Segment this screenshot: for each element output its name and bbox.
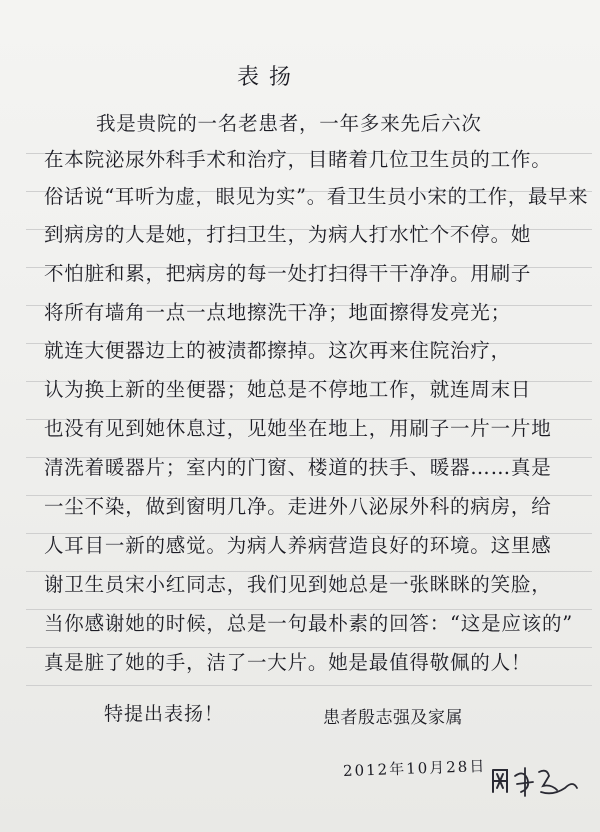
- letter-line: 也没有见到她休息过，见她坐在地上，用刷子一片一片地: [44, 417, 552, 440]
- letter-line: 一尘不染，做到窗明几净。走进外八泌尿外科的病房，给: [44, 495, 552, 518]
- letter-line: 我是贵院的一名老患者，一年多来先后六次: [96, 112, 482, 135]
- signature-scribble: [487, 762, 582, 802]
- letter-line: 清洗着暖器片；室内的门窗、楼道的扶手、暖器……真是: [44, 456, 552, 479]
- letter-line: 在本院泌尿外科手术和治疗，目睹着几位卫生员的工作。: [44, 148, 552, 171]
- letter-line: 人耳目一新的感觉。为病人养病营造良好的环境。这里感: [44, 534, 552, 557]
- letter-line: 俗话说“耳听为虚，眼见为实”。看卫生员小宋的工作，最早来: [44, 185, 589, 208]
- letter-line: 当你感谢她的时候，总是一句最朴素的回答：“这是应该的”: [44, 612, 574, 635]
- closing-phrase: 特提出表扬！: [104, 703, 225, 725]
- letter-line: 就连大便器边上的被渍都擦掉。这次再来住院治疗，: [44, 339, 511, 362]
- letter-line: 真是脏了她的手，洁了一大片。她是最值得敬佩的人！: [44, 651, 532, 674]
- sender-name: 患者殷志强及家属: [323, 708, 463, 728]
- letter-line: 不怕脏和累，把病房的每一处打扫得干干净净。用刷子: [44, 262, 532, 285]
- ruled-line: [26, 685, 592, 686]
- letter-line: 到病房的人是她，打扫卫生，为病人打水忙个不停。她: [44, 223, 532, 246]
- letter-date: 2012年10月28日: [342, 757, 487, 780]
- letter-title: 表扬: [237, 65, 302, 90]
- letter-line: 将所有墙角一点一点地擦洗干净；地面擦得发亮光；: [44, 301, 511, 324]
- letter-line: 认为换上新的坐便器；她总是不停地工作，就连周末日: [44, 378, 532, 401]
- handwritten-signature: [487, 762, 582, 802]
- letter-line: 谢卫生员宋小红同志，我们见到她总是一张眯眯的笑脸，: [44, 573, 552, 596]
